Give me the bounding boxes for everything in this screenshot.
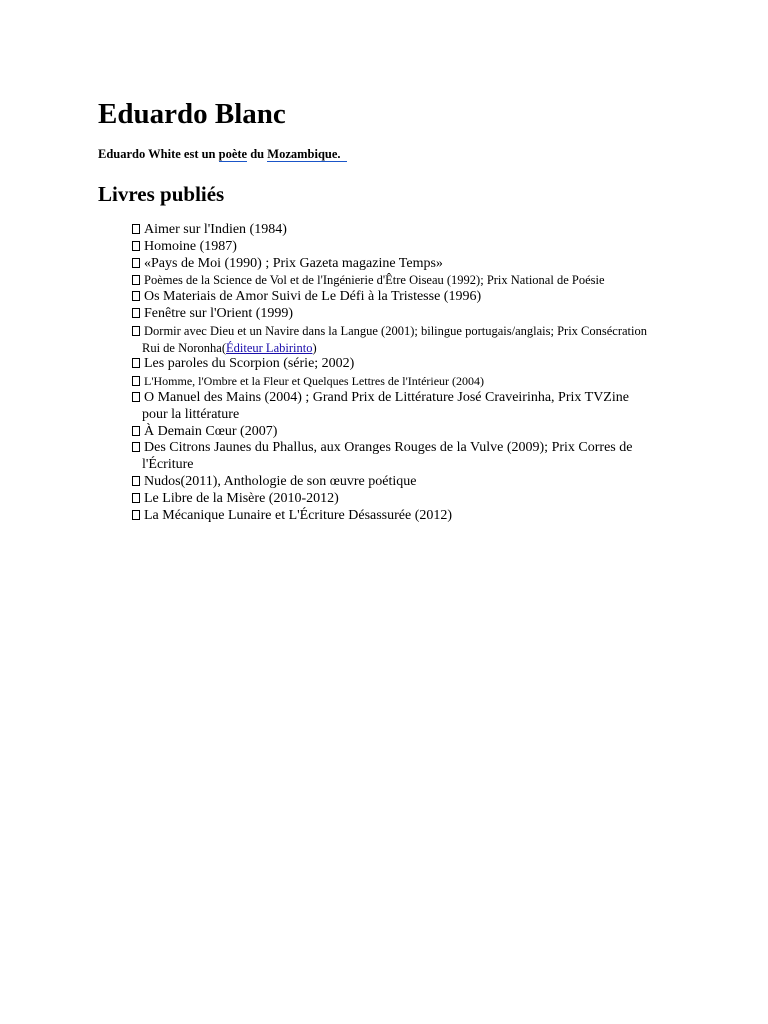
intro-paragraph <box>98 146 658 162</box>
book-title: O Manuel des Mains (2004) ; Grand Prix de Littérature José Craveirinha, Prix TVZine pour la littérature <box>142 389 629 422</box>
bullet-box-icon <box>132 476 140 486</box>
intro-text-start: Eduardo White est un <box>98 147 219 161</box>
book-title: La Mécanique Lunaire et L'Écriture Désassurée (2012) <box>144 507 453 523</box>
list-item <box>120 356 658 373</box>
intro-text-middle: du <box>247 147 268 161</box>
bullet-box-icon <box>132 510 140 520</box>
list-item <box>120 424 658 441</box>
list-item <box>120 239 658 256</box>
bullet-box-icon <box>132 426 140 436</box>
book-title: Fenêtre sur l'Orient (1999) <box>144 305 294 321</box>
bullet-box-icon <box>132 241 140 251</box>
list-item <box>120 222 658 239</box>
book-title: Homoine (1987) <box>144 238 237 254</box>
list-item <box>120 289 658 306</box>
bullet-box-icon <box>132 376 140 386</box>
list-item <box>120 323 658 357</box>
book-title: Le Libre de la Misère (2010-2012) <box>144 490 339 506</box>
bullet-box-icon <box>132 326 140 336</box>
bullet-box-icon <box>132 308 140 318</box>
book-title: À Demain Cœur (2007) <box>144 423 278 439</box>
list-item <box>120 440 658 474</box>
book-title: Les paroles du Scorpion (série; 2002) <box>144 356 355 372</box>
intro-trailing-space <box>341 147 347 161</box>
book-title: Os Materiais de Amor Suivi de Le Défi à la Tristesse (1996) <box>144 289 482 305</box>
section-title-books: Livres publiés <box>98 182 225 206</box>
list-item <box>120 390 658 424</box>
bullet-box-icon <box>132 442 140 452</box>
book-title-closing: ) <box>312 340 317 355</box>
book-title: Poèmes de la Science de Vol et de l'Ingénierie d'Être Oiseau (1992); Prix National de Poésie <box>144 273 605 288</box>
bullet-box-icon <box>132 493 140 503</box>
book-title: Aimer sur l'Indien (1984) <box>144 222 287 237</box>
list-item <box>120 306 658 323</box>
book-title: Dormir avec Dieu et un Navire dans la Langue (2001); bilingue portugais/anglais; Prix Consécration Rui de Noronha( <box>142 323 647 355</box>
list-item <box>120 508 658 525</box>
list-item <box>120 272 658 289</box>
bullet-box-icon <box>132 275 140 285</box>
bullet-box-icon <box>132 291 140 301</box>
list-item <box>120 491 658 508</box>
book-title: «Pays de Moi (1990) ; Prix Gazeta magazine Temps» <box>144 255 443 271</box>
list-item <box>120 373 658 390</box>
page-title: Eduardo Blanc <box>98 98 286 130</box>
mozambique-link-label: Mozambique. <box>267 147 341 161</box>
list-item <box>120 256 658 273</box>
book-title: Nudos(2011), Anthologie de son œuvre poétique <box>144 473 417 489</box>
list-item <box>120 474 658 491</box>
book-list <box>98 222 658 524</box>
book-title: L'Homme, l'Ombre et la Fleur et Quelques Lettres de l'Intérieur (2004) <box>144 374 485 389</box>
bullet-box-icon <box>132 258 140 268</box>
document-page <box>98 96 658 524</box>
editeur-labirinto-link[interactable]: Éditeur Labirinto <box>226 340 313 355</box>
book-title: Des Citrons Jaunes du Phallus, aux Oranges Rouges de la Vulve (2009); Prix Corres de l'Écriture <box>142 440 633 473</box>
bullet-box-icon <box>132 224 140 234</box>
poet-link[interactable]: poète <box>218 147 248 161</box>
bullet-box-icon <box>132 392 140 402</box>
mozambique-link[interactable] <box>267 147 347 162</box>
bullet-box-icon <box>132 358 140 368</box>
